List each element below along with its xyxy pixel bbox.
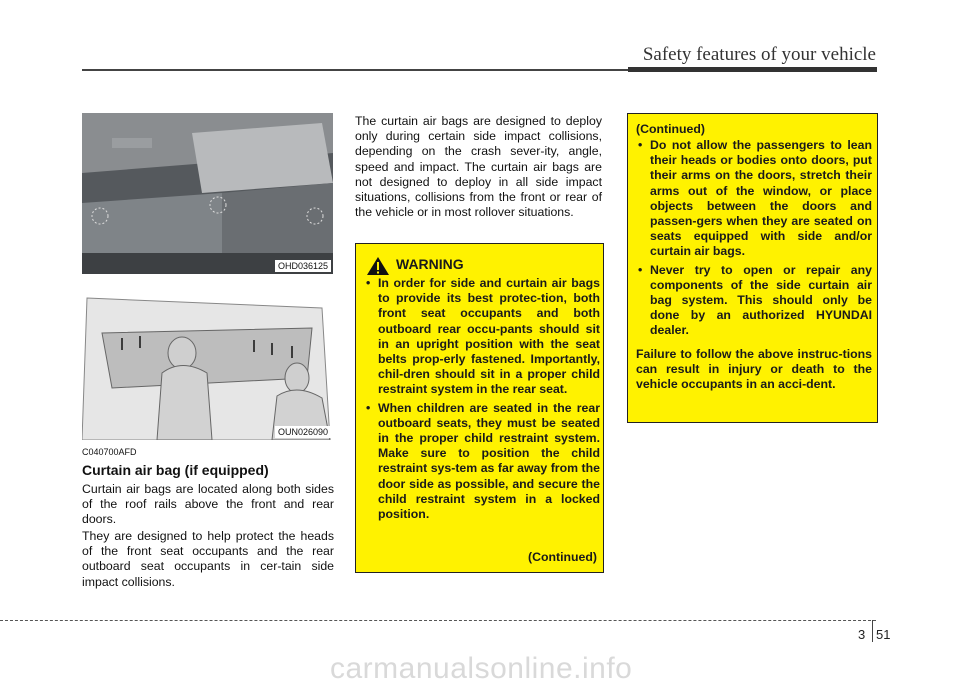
- body-paragraph: The curtain air bags are designed to deploy only during certain side impact collisions, depending on the crash sever-ity, angle, speed and impact. The curtain air bags are not designed to deploy in all side impact situations, collisions from the front or rear of the vehicle or in most rollover situations.: [355, 114, 602, 220]
- warning-title: WARNING: [396, 256, 464, 272]
- warning-box: [355, 243, 604, 573]
- photo-code-label: OUN026090: [275, 426, 331, 438]
- page-header-title: Safety features of your vehicle: [642, 44, 876, 65]
- footer-rule: [0, 620, 876, 621]
- header-rule-accent: [628, 67, 877, 72]
- warning-item: • When children are seated in the rear outboard seats, they must be seated in the proper child restraint system. Make sure to position the child restraint sys-tem as far away from the door side as possible, and secure the child restraint system in a locked position.: [364, 401, 600, 523]
- page-number: 51: [876, 627, 891, 642]
- body-paragraph: They are designed to help protect the heads of the front seat occupants and the rear outboard seat occupants in cer-tain side impact collisions.: [82, 529, 334, 589]
- continued-label: (Continued): [528, 550, 597, 564]
- warning-footer-text: Failure to follow the above instruc-tions can result in injury or death to the vehicle occupants in an acci-dent.: [636, 347, 872, 392]
- warning-item: • In order for side and curtain air bags to provide its best protec-tion, both front seat occupants and both outboard rear occu-pants should sit in an upright position with the seat belts prop-erly fastened. Importantly, chil-dren should sit in a proper child restraint system in the rear seat.: [364, 276, 600, 398]
- page-number-divider: [872, 620, 873, 642]
- chapter-number: 3: [858, 627, 866, 642]
- warning-continued-box: [627, 113, 878, 423]
- section-heading: Curtain air bag (if equipped): [82, 462, 269, 478]
- warning-list: [364, 276, 600, 525]
- continued-label: (Continued): [636, 122, 705, 136]
- photo-code-label: OHD036125: [275, 260, 331, 272]
- body-paragraph: Curtain air bags are located along both sides of the roof rails above the front and rear doors.: [82, 482, 334, 527]
- warning-item: • Never try to open or repair any components of the side curtain air bag system. This should only be done by an authorized HYUNDAI dealer.: [636, 263, 872, 339]
- section-code: C040700AFD: [82, 447, 137, 457]
- curtain-air-bag-location-photo: [82, 113, 333, 274]
- warning-list: [636, 138, 872, 342]
- warning-item: • Do not allow the passengers to lean their heads or bodies onto doors, put their arms on the doors, stretch their arms out of the window, or place objects between the doors and passen-gers when they are seated on seats equipped with side and/or curtain air bags.: [636, 138, 872, 260]
- curtain-air-bag-deployment-illustration: [82, 278, 333, 440]
- watermark: carmanualsonline.info: [330, 652, 633, 685]
